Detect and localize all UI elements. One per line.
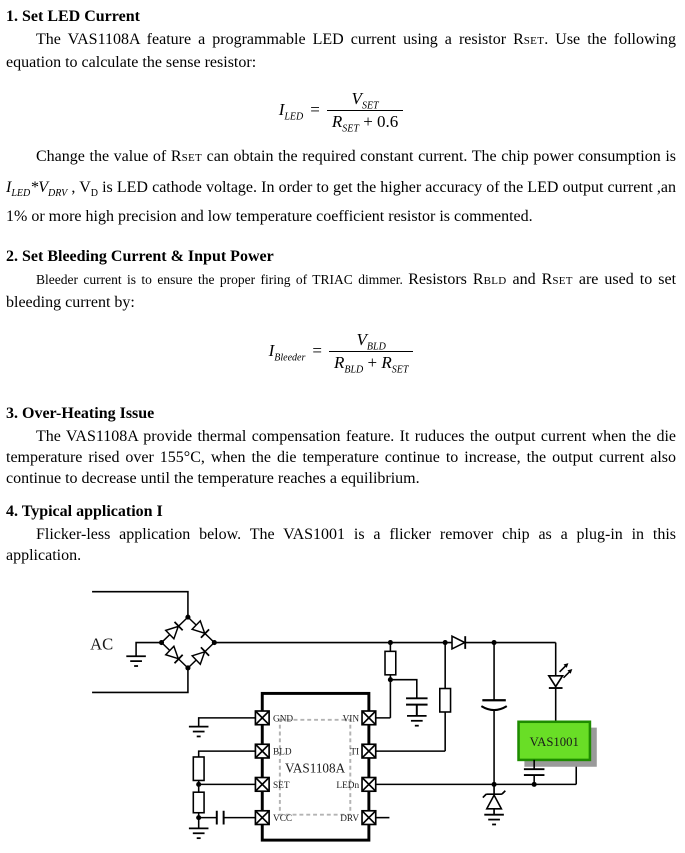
pin-label-vin: VIN: [342, 714, 360, 725]
pin-gnd: [255, 711, 269, 725]
pin-label-gnd: GND: [273, 714, 294, 725]
eq1-numerator: $V_{SET}$: [351, 88, 379, 111]
p1-text-a: The VAS1108A feature a programmable LED current using a resistor R: [36, 31, 524, 48]
module-label: VAS1001: [529, 735, 579, 750]
eq1-denominator: $R_{SET} + 0.6$: [327, 110, 403, 132]
pin-set: [255, 778, 269, 792]
pin-bld: [255, 744, 269, 758]
bld-set-vcc-branch: [189, 751, 256, 838]
pin-label-drv: DRV: [340, 814, 360, 825]
ac-label: AC: [90, 634, 114, 654]
rset-smallcaps-2: SET: [181, 152, 203, 164]
section1-paragraph1: [6, 29, 676, 74]
bridge-rectifier: [162, 617, 215, 668]
pin-ti: [362, 744, 376, 758]
p1-text-b: . Use the following equation to calculate the sense resistor:: [6, 31, 676, 71]
eq2-lhs: $I_{Bleeder}$: [268, 341, 306, 364]
equation-led-current: [6, 87, 676, 133]
equation-bleeder-current: [6, 326, 676, 376]
pin-vin: [362, 711, 376, 725]
eq2-denominator: $R_{BLD} + R_{SET}$: [329, 351, 413, 373]
led-icon: [549, 663, 572, 722]
eq2-fraction: [329, 330, 413, 373]
rset-resistor: [193, 792, 204, 813]
vin-resistor: [385, 651, 396, 674]
s2-text-b: Resistors R: [408, 271, 484, 288]
vd-subscript: D: [90, 188, 98, 200]
vin-capacitor-icon: [406, 698, 428, 716]
section1-heading: 1. Set LED Current: [6, 8, 140, 25]
ac-ground-icon: [126, 643, 161, 666]
ti-resistor: [440, 689, 451, 712]
circuit-svg: [6, 570, 676, 853]
rset-smallcaps-3: SET: [552, 275, 573, 287]
pin-vcc: [255, 811, 269, 825]
eq2-equals: =: [312, 341, 322, 360]
p2-text-b: can obtain the required constant current. The chip power consumption is: [202, 148, 676, 165]
rbld-resistor: [193, 757, 204, 780]
section4-heading: 4. Typical application I: [6, 503, 163, 520]
eq2-numerator: $V_{BLD}$: [356, 329, 386, 352]
inline-math-iled-vdrv: $I_{LED}*V_{DRV}$: [6, 179, 68, 200]
vin-cap-ground-icon: [407, 716, 427, 726]
rset-smallcaps: SET: [523, 35, 545, 47]
bulk-capacitor-branch: [481, 643, 506, 825]
pin-label-set: SET: [273, 780, 290, 791]
pin-label-bld: BLD: [273, 747, 292, 758]
rbld-smallcaps: BLD: [483, 275, 507, 287]
eq1-fraction: [327, 89, 403, 132]
module-capacitor-icon: [524, 769, 545, 775]
gnd-pin-ground-icon: [189, 727, 209, 737]
p2-text-c: , V: [67, 179, 91, 196]
pin-drv: [362, 811, 376, 825]
eq1-equals: =: [310, 100, 320, 119]
vin-branch: [376, 643, 428, 726]
application-circuit-diagram: [6, 570, 676, 853]
vcc-capacitor-icon: [217, 811, 224, 825]
section1-paragraph2: [6, 142, 676, 231]
pin-label-ti: TI: [350, 747, 360, 758]
section2-paragraph: [6, 269, 676, 313]
zener-ground-icon: [484, 815, 504, 825]
chip-label: VAS1108A: [285, 760, 346, 776]
zener-diode-icon: [483, 784, 505, 814]
rail-diode-icon: [452, 636, 465, 649]
section4-paragraph: Flicker-less application below. The VAS1001 is a flicker remover chip as a plug-in in this application.: [6, 526, 676, 564]
section3-heading: 3. Over-Heating Issue: [6, 405, 155, 422]
p2-text-d: is LED cathode voltage. In order to get the higher accuracy of the LED output current ,an 1% or more high precision and low temperature coefficient resistor is commented.: [6, 179, 677, 225]
eq1-lhs: $I_{LED}$: [278, 100, 304, 123]
electrolytic-capacitor-icon: [481, 700, 506, 710]
s2-text-a: Bleeder current is to ensure the proper firing of TRIAC dimmer.: [36, 272, 409, 287]
s2-text-c: and R: [506, 271, 553, 288]
pin-label-vcc: VCC: [273, 814, 293, 825]
vcc-ground-icon: [189, 828, 209, 838]
pin-ledn: [362, 778, 376, 792]
pin-label-ledn: LEDn: [336, 780, 360, 791]
s2-text-d: are used to set bleeding current by:: [6, 271, 677, 311]
vas1001-module: [519, 722, 597, 785]
p2-text-a: Change the value of R: [36, 148, 182, 165]
gnd-pin-branch: [189, 718, 256, 737]
section3-paragraph: The VAS1108A provide thermal compensation feature. It ruduces the output current when the die temperature rised over 155°C, when the die temperature continue to increase, the output current also continue to decrease until the temperature reaches a equilibrium.: [6, 428, 676, 487]
section2-heading: 2. Set Bleeding Current & Input Power: [6, 248, 274, 265]
